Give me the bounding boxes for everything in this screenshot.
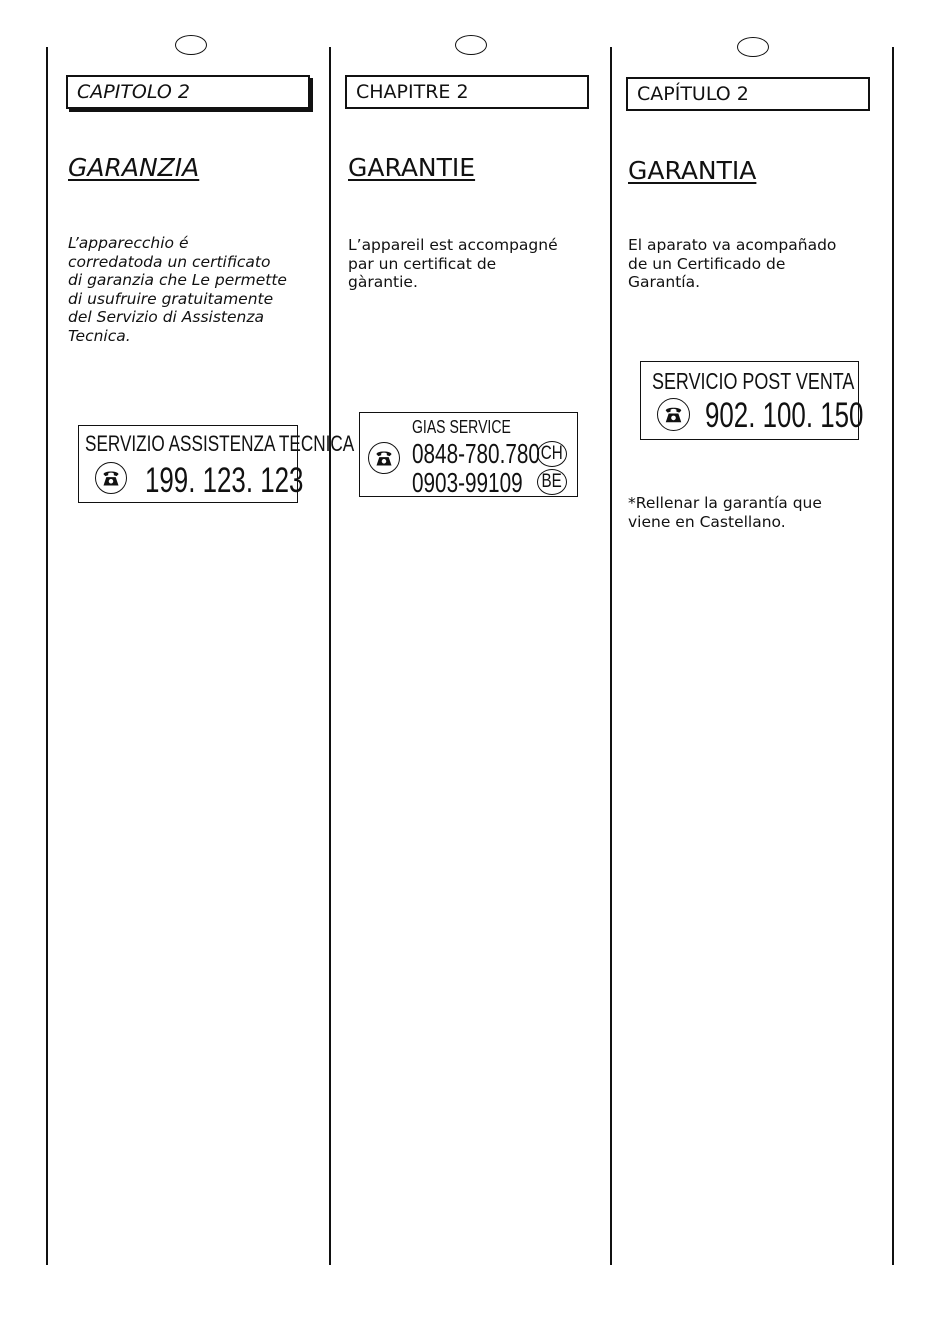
language-oval-icon [737, 37, 769, 57]
warranty-text: L’apparecchio é corredatoda un certificato di garanzia che Le permette di usufruire gratuitamente del Servizio di Assistenza Tecnica. [68, 234, 287, 345]
service-box [640, 361, 864, 440]
chapter-label: CAPÍTULO 2 [626, 77, 870, 111]
service-phone-number: 902. 100. 150 [705, 396, 864, 435]
service-phone-be: 0903-99109 [412, 467, 523, 498]
section-heading: GARANZIA [68, 153, 200, 182]
warranty-text: L’appareil est accompagné par un certificat de gàrantie. [348, 236, 558, 291]
language-oval-icon [455, 35, 487, 55]
service-title: SERVIZIO ASSISTENZA TECNICA [85, 431, 355, 456]
warranty-text: El aparato va acompañado de un Certificado de Garantía. [628, 236, 837, 291]
service-box [359, 412, 578, 497]
column-divider-right [892, 47, 894, 1265]
chapter-label: CHAPITRE 2 [345, 75, 589, 109]
column-divider-left [46, 47, 48, 1265]
country-code-ch: CH [537, 441, 567, 467]
service-box [78, 425, 355, 503]
chapter-label: CAPITOLO 2 [66, 75, 310, 109]
service-title: SERVICIO POST VENTA [652, 368, 855, 394]
warranty-note: *Rellenar la garantía que viene en Castellano. [628, 494, 822, 531]
section-heading: GARANTIA [628, 156, 757, 185]
service-phone-number: 199. 123. 123 [145, 461, 304, 500]
language-oval-icon [175, 35, 207, 55]
column-divider-center-right [610, 47, 612, 1265]
country-code-be: BE [537, 469, 567, 495]
column-divider-center-left [329, 47, 331, 1265]
telephone-icon [368, 442, 400, 474]
section-heading: GARANTIE [348, 153, 476, 182]
telephone-icon [95, 462, 127, 494]
service-title: GIAS SERVICE [412, 417, 511, 437]
service-phone-ch: 0848-780.780 [412, 438, 540, 469]
telephone-icon [657, 398, 690, 431]
